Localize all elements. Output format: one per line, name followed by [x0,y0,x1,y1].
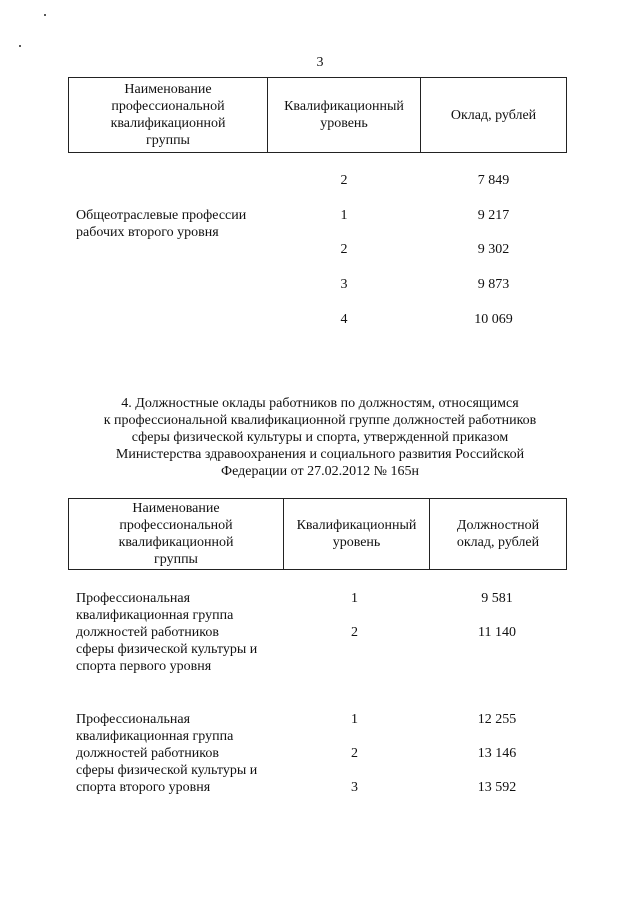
group-name-line: рабочих второго уровня [76,225,219,240]
page-number: 3 [316,55,324,70]
table1-salary: 7 849 [477,173,510,188]
header-text: уровень [320,116,368,131]
group-name-line: Общеотраслевые профессии [76,208,247,223]
table1-level: 1 [340,208,348,223]
table2-salary: 13 146 [477,746,517,761]
scan-speck [19,45,21,47]
header-text: квалификационной [110,116,226,131]
header-text: группы [154,552,198,567]
group-name-line: сферы физической культуры и [76,642,258,657]
header-text: Квалификационный [284,99,404,114]
table2-header-group-name [69,499,284,570]
group-name-line: сферы физической культуры и [76,763,258,778]
header-text: квалификационной [118,535,234,550]
heading-line: сферы физической культуры и спорта, утвержденной приказом [131,430,509,445]
table2-level: 2 [351,625,358,640]
table2-header-level [284,499,430,570]
table2-level: 1 [351,712,358,727]
table1-header-level [268,78,421,153]
table1-group-name [76,207,246,241]
table2-salary: 11 140 [478,625,516,640]
group-name-line: квалификационная группа [76,608,234,623]
heading-line: к профессиональной квалификационной группе должностей работников [103,413,537,428]
section4-heading [60,395,580,480]
group-name-line: должностей работников [76,746,219,761]
scan-speck [44,14,46,16]
table1-header [68,77,567,153]
header-text: Квалификационный [296,518,417,533]
table1-level: 3 [340,277,348,292]
heading-line: Федерации от 27.02.2012 № 165н [221,464,419,479]
table1-level: 2 [340,242,348,257]
header-text: профессиональной [111,99,225,114]
group-name-line: квалификационная группа [76,729,234,744]
table2-level: 3 [351,780,358,795]
table1-salary: 9 873 [477,277,510,292]
header-text: оклад, рублей [456,535,540,550]
heading-line: Министерства здравоохранения и социального развития Российской [115,447,525,462]
table2-salary: 13 592 [477,780,517,795]
table1-salary: 9 217 [477,208,510,223]
table1-header-salary [421,78,567,153]
table1-header-group-name [69,78,268,153]
header-text: профессиональной [119,518,233,533]
table2-header [68,498,567,570]
table2-group-name [76,711,257,796]
heading-line: 4. Должностные оклады работников по должностям, относящимся [121,396,519,411]
header-text: Наименование [124,82,212,97]
header-text: группы [146,133,190,148]
table2-level: 2 [351,746,358,761]
header-text: Наименование [132,501,220,516]
header-text: уровень [332,535,381,550]
group-name-line: Профессиональная [76,591,191,606]
table1-level: 4 [340,312,348,327]
table2-header-salary [430,499,567,570]
group-name-line: спорта первого уровня [76,659,212,674]
header-text: Оклад, рублей [450,107,537,123]
group-name-line: спорта второго уровня [76,780,211,795]
header-text: Должностной [456,518,540,533]
table1-salary: 9 302 [477,242,510,257]
table2-salary: 12 255 [477,712,517,727]
group-name-line: должностей работников [76,625,219,640]
table1-level: 2 [340,173,348,188]
table2-salary: 9 581 [481,591,513,606]
table2-level: 1 [351,591,358,606]
table2-group-name [76,590,257,675]
table1-salary: 10 069 [474,312,513,327]
group-name-line: Профессиональная [76,712,191,727]
